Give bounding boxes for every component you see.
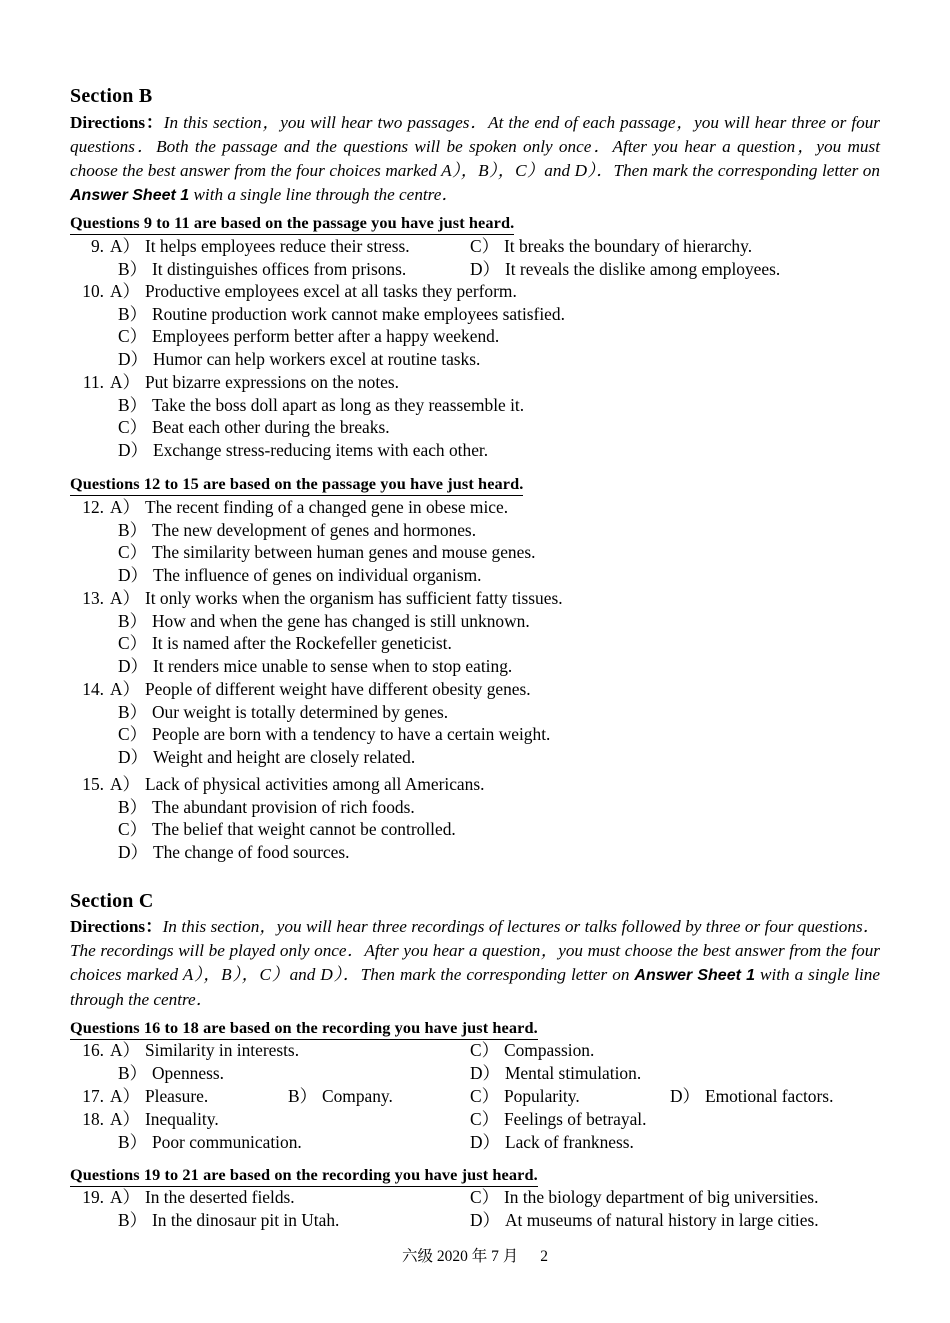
question-18-row-1 (70, 1108, 880, 1131)
question-17-number: 17. (82, 1086, 104, 1106)
option-label: D） (470, 1062, 500, 1083)
question-10-option-b[interactable] (118, 303, 565, 326)
option-label: A） (110, 588, 140, 608)
question-13-row-2 (70, 610, 880, 633)
answer-sheet-reference: Answer Sheet 1 (634, 967, 755, 984)
option-label: A） (110, 1040, 140, 1060)
question-19-row-2 (70, 1209, 880, 1232)
option-text: Mental stimulation. (504, 1062, 642, 1083)
question-16-number: 16. (82, 1040, 104, 1060)
question-10-number: 10. (82, 281, 104, 301)
question-17-option-d[interactable] (670, 1085, 833, 1108)
question-16-option-c[interactable] (470, 1039, 594, 1062)
option-text: It breaks the boundary of hierarchy. (504, 236, 753, 256)
directions-label: Directions (70, 917, 146, 936)
question-12-row-1 (70, 496, 880, 519)
option-label: A） (110, 281, 140, 301)
option-text: The new development of genes and hormones. (152, 519, 477, 540)
option-text: The change of food sources. (152, 841, 350, 862)
option-text: The belief that weight cannot be controlled. (152, 819, 456, 840)
section-c-directions (70, 915, 880, 1012)
directions-colon: ： (145, 917, 163, 936)
page-footer (70, 1244, 880, 1266)
option-label: A） (110, 372, 140, 392)
question-17 (70, 1085, 880, 1108)
option-label: A） (110, 497, 140, 517)
option-label: B） (288, 1086, 317, 1106)
question-18-number: 18. (82, 1109, 104, 1129)
option-text: The recent finding of a changed gene in obese mice. (144, 497, 509, 517)
option-text: Employees perform better after a happy weekend. (152, 326, 500, 347)
question-11-row-1 (70, 371, 880, 394)
question-11 (70, 371, 880, 461)
option-text: Poor communication. (152, 1131, 302, 1152)
question-14-row-4 (70, 746, 880, 769)
option-text: Lack of frankness. (504, 1131, 634, 1152)
option-text: Popularity. (504, 1086, 580, 1106)
option-text: The abundant provision of rich foods. (152, 796, 415, 817)
question-18-row-2 (70, 1131, 880, 1154)
question-12 (70, 496, 880, 586)
question-18-option-c[interactable] (470, 1108, 646, 1131)
question-16 (70, 1039, 880, 1084)
question-12-row-3 (70, 541, 880, 564)
option-label: B） (118, 1131, 147, 1152)
question-11-row-3 (70, 416, 880, 439)
question-14 (70, 678, 880, 768)
directions-text-part1: In this section，you will hear two passages．At the end of each passage，you will hear three or four questions．Both the passage and the questions will be spoken only once．After you hear a question，you must choose the best answer from the four choices marked A），B），C）and D）．Then mark the corresponding letter on (70, 113, 880, 180)
option-label: C） (470, 1187, 499, 1207)
directions-label: Directions (70, 113, 146, 132)
directions-text-part1: In this section，you will hear three recordings of lectures or talks followed by three or four questions．The recordings will be played only once．After you hear a question，you must choose the best answer from the four choices marked A），B），C）and D）．Then mark the corresponding letter on (70, 917, 880, 984)
question-17-row-1 (70, 1085, 880, 1108)
question-9-option-d[interactable] (470, 258, 780, 281)
option-text: Routine production work cannot make employees satisfied. (152, 303, 565, 324)
question-11-row-2 (70, 394, 880, 417)
option-text: Put bizarre expressions on the notes. (144, 372, 399, 392)
option-label: B） (118, 701, 147, 722)
option-label: D） (470, 1209, 500, 1230)
option-text: It is named after the Rockefeller geneticist. (152, 633, 452, 654)
option-label: D） (118, 841, 148, 862)
option-label: D） (670, 1086, 700, 1106)
question-19-number: 19. (82, 1187, 104, 1207)
option-text: People are born with a tendency to have a certain weight. (152, 724, 551, 745)
option-text: In the dinosaur pit in Utah. (152, 1209, 340, 1230)
footer-page-number: 2 (540, 1248, 548, 1265)
option-text: It helps employees reduce their stress. (144, 236, 410, 256)
question-9-option-c[interactable] (470, 235, 752, 258)
question-15-option-b[interactable] (118, 796, 415, 819)
option-label: B） (118, 1062, 147, 1083)
question-15-row-4 (70, 841, 880, 864)
question-16-row-2 (70, 1062, 880, 1085)
option-text: It distinguishes offices from prisons. (152, 258, 407, 279)
option-text: It renders mice unable to sense when to stop eating. (152, 655, 513, 676)
option-label: C） (118, 633, 147, 654)
question-11-option-c[interactable] (118, 416, 390, 439)
question-18-option-b[interactable] (118, 1131, 302, 1154)
option-label: B） (118, 610, 147, 631)
question-18-option-a[interactable] (110, 1108, 219, 1131)
question-19 (70, 1186, 880, 1231)
question-15-number: 15. (82, 774, 104, 794)
question-15-option-c[interactable] (118, 818, 456, 841)
option-label: C） (470, 1040, 499, 1060)
question-9-row-1 (70, 235, 880, 258)
question-18-option-d[interactable] (470, 1131, 634, 1154)
question-12-number: 12. (82, 497, 104, 517)
question-9-option-b[interactable] (118, 258, 406, 281)
option-text: Emotional factors. (704, 1086, 834, 1106)
question-15-row-1 (70, 773, 880, 796)
option-label: A） (110, 236, 140, 256)
question-11-option-d[interactable] (118, 439, 488, 462)
option-label: C） (118, 417, 147, 438)
question-15-option-d[interactable] (118, 841, 350, 864)
question-14-option-c[interactable] (118, 723, 550, 746)
question-19-option-c[interactable] (470, 1186, 818, 1209)
option-label: C） (118, 326, 147, 347)
question-10-row-2 (70, 303, 880, 326)
question-13-option-d[interactable] (118, 655, 512, 678)
option-label: D） (118, 655, 148, 676)
option-label: D） (118, 439, 148, 460)
option-text: Humor can help workers excel at routine tasks. (152, 348, 481, 369)
option-label: C） (118, 819, 147, 840)
option-text: Our weight is totally determined by genes. (152, 701, 449, 722)
option-label: D） (118, 564, 148, 585)
question-10-row-1 (70, 280, 880, 303)
question-13 (70, 587, 880, 677)
question-10-row-3 (70, 325, 880, 348)
option-label: A） (110, 679, 140, 699)
question-14-row-3 (70, 723, 880, 746)
directions-colon: ： (145, 113, 164, 132)
question-9-number: 9. (90, 236, 104, 256)
option-text: It reveals the dislike among employees. (504, 258, 781, 279)
question-14-option-a[interactable] (110, 678, 531, 701)
question-12-option-a[interactable] (110, 496, 508, 519)
option-text: Feelings of betrayal. (504, 1109, 647, 1129)
question-12-row-2 (70, 519, 880, 542)
option-label: D） (470, 1131, 500, 1152)
question-19-option-d[interactable] (470, 1209, 819, 1232)
option-label: B） (118, 394, 147, 415)
question-15 (70, 773, 880, 863)
question-13-row-4 (70, 655, 880, 678)
option-text: It only works when the organism has sufficient fatty tissues. (144, 588, 563, 608)
option-label: B） (118, 1209, 147, 1230)
section-b-directions (70, 111, 880, 208)
question-14-option-b[interactable] (118, 701, 448, 724)
option-text: Compassion. (504, 1040, 595, 1060)
option-label: D） (118, 348, 148, 369)
option-text: The similarity between human genes and mouse genes. (152, 542, 536, 563)
question-11-number: 11. (82, 372, 104, 392)
option-text: Exchange stress-reducing items with each other. (152, 439, 489, 460)
option-label: C） (118, 542, 147, 563)
option-label: A） (110, 1086, 140, 1106)
question-13-row-3 (70, 632, 880, 655)
option-text: In the biology department of big universities. (504, 1187, 819, 1207)
option-label: B） (118, 796, 147, 817)
question-14-row-1 (70, 678, 880, 701)
questions-12-15-heading: Questions 12 to 15 are based on the passage you have just heard. (70, 473, 523, 496)
section-b-heading: Section B (70, 85, 153, 107)
question-15-row-3 (70, 818, 880, 841)
option-label: D） (118, 746, 148, 767)
question-15-row-2 (70, 796, 880, 819)
option-text: Inequality. (144, 1109, 219, 1129)
question-10-row-4 (70, 348, 880, 371)
option-text: The influence of genes on individual organism. (152, 564, 482, 585)
option-text: Similarity in interests. (144, 1040, 300, 1060)
questions-16-18-heading: Questions 16 to 18 are based on the recording you have just heard. (70, 1017, 538, 1040)
question-14-number: 14. (82, 679, 104, 699)
questions-19-21-heading: Questions 19 to 21 are based on the recording you have just heard. (70, 1164, 538, 1187)
exam-page (70, 0, 880, 1323)
option-label: C） (118, 724, 147, 745)
question-19-option-b[interactable] (118, 1209, 339, 1232)
question-17-option-b[interactable] (288, 1085, 393, 1108)
option-text: Productive employees excel at all tasks they perform. (144, 281, 517, 301)
question-19-row-1 (70, 1186, 880, 1209)
question-10-option-d[interactable] (118, 348, 480, 371)
question-10 (70, 280, 880, 370)
question-17-option-c[interactable] (470, 1085, 580, 1108)
question-10-option-c[interactable] (118, 325, 499, 348)
questions-9-11-heading: Questions 9 to 11 are based on the passage you have just heard. (70, 212, 514, 235)
question-17-option-a[interactable] (110, 1085, 208, 1108)
option-label: B） (118, 303, 147, 324)
question-10-option-a[interactable] (110, 280, 517, 303)
question-13-number: 13. (82, 588, 104, 608)
directions-text-part2: with a single line through the centre． (70, 965, 881, 1009)
section-c-heading: Section C (70, 890, 154, 912)
option-text: People of different weight have different obesity genes. (144, 679, 531, 699)
question-13-option-a[interactable] (110, 587, 563, 610)
option-text: At museums of natural history in large cities. (504, 1209, 819, 1230)
question-15-option-a[interactable] (110, 773, 484, 796)
question-16-row-1 (70, 1039, 880, 1062)
option-label: D） (470, 258, 500, 279)
question-16-option-a[interactable] (110, 1039, 299, 1062)
answer-sheet-reference: Answer Sheet 1 (70, 187, 190, 204)
directions-text-part2: with a single line through the centre． (189, 185, 459, 204)
option-text: Beat each other during the breaks. (152, 417, 390, 438)
footer-exam-label: 六级 2020 年 7 月 (401, 1248, 519, 1265)
question-13-option-c[interactable] (118, 632, 452, 655)
option-text: Weight and height are closely related. (152, 746, 416, 767)
option-label: C） (470, 1086, 499, 1106)
question-9-row-2 (70, 258, 880, 281)
question-12-option-d[interactable] (118, 564, 482, 587)
question-11-option-a[interactable] (110, 371, 399, 394)
question-11-row-4 (70, 439, 880, 462)
option-text: Company. (322, 1086, 393, 1106)
question-11-option-b[interactable] (118, 394, 524, 417)
option-text: Take the boss doll apart as long as they reassemble it. (152, 394, 525, 415)
option-text: Lack of physical activities among all Americans. (144, 774, 485, 794)
option-label: A） (110, 1187, 140, 1207)
option-text: Pleasure. (144, 1086, 209, 1106)
option-text: Openness. (152, 1062, 224, 1083)
option-label: C） (470, 1109, 499, 1129)
question-14-row-2 (70, 701, 880, 724)
question-16-option-b[interactable] (118, 1062, 224, 1085)
option-label: A） (110, 1109, 140, 1129)
question-13-row-1 (70, 587, 880, 610)
question-14-option-d[interactable] (118, 746, 415, 769)
option-text: How and when the gene has changed is still unknown. (152, 610, 530, 631)
question-12-option-b[interactable] (118, 519, 476, 542)
question-12-row-4 (70, 564, 880, 587)
option-label: C） (470, 236, 499, 256)
question-9-option-a[interactable] (110, 235, 410, 258)
question-19-option-a[interactable] (110, 1186, 295, 1209)
question-16-option-d[interactable] (470, 1062, 641, 1085)
option-label: A） (110, 774, 140, 794)
question-13-option-b[interactable] (118, 610, 530, 633)
option-label: B） (118, 258, 147, 279)
question-18 (70, 1108, 880, 1153)
question-12-option-c[interactable] (118, 541, 535, 564)
question-9 (70, 235, 880, 280)
option-text: In the deserted fields. (144, 1187, 295, 1207)
option-label: B） (118, 519, 147, 540)
